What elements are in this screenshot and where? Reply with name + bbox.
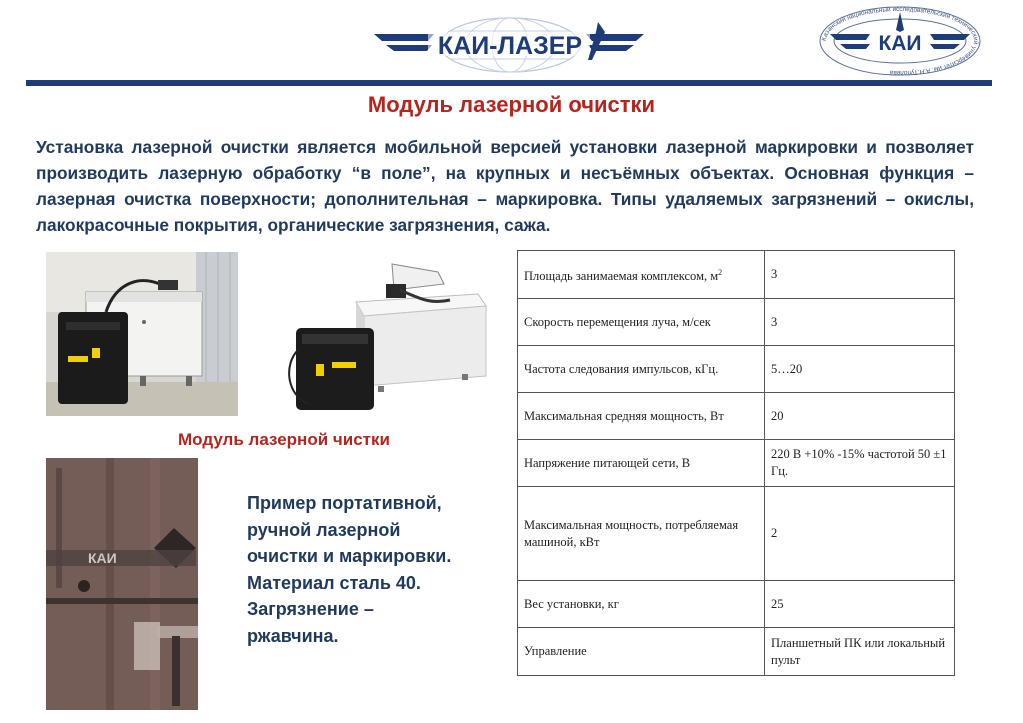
spec-value: 2 — [765, 487, 955, 581]
table-row — [518, 628, 955, 676]
spec-value: 5…20 — [765, 346, 955, 393]
kai-laser-logo — [372, 14, 648, 76]
spec-param: Управление — [518, 628, 765, 676]
specs-table — [517, 250, 955, 676]
marking-text: КАИ — [88, 550, 117, 566]
module-caption: Модуль лазерной чистки — [178, 430, 390, 449]
laser-module-photo — [282, 254, 492, 414]
table-row — [518, 440, 955, 487]
intro-paragraph — [36, 134, 974, 238]
logo-left-text: КАИ-ЛАЗЕР — [437, 32, 583, 60]
spec-param: Площадь занимаемая комплексом, $м^2$ — [518, 251, 765, 299]
page-title: Модуль лазерной очистки — [367, 92, 656, 117]
spec-value: Планшетный ПК или локальный пульт — [765, 628, 955, 676]
spec-param: Скорость перемещения луча, м/сек — [518, 299, 765, 346]
spec-param: Максимальная мощность, потребляемая машиной, кВт — [518, 487, 765, 581]
installation-photo — [46, 252, 238, 416]
table-row — [518, 487, 955, 581]
table-row — [518, 346, 955, 393]
kai-university-logo — [816, 4, 984, 78]
spec-param: Напряжение питающей сети, В — [518, 440, 765, 487]
spec-param: Максимальная средняя мощность, Вт — [518, 393, 765, 440]
spec-value: 3 — [765, 251, 955, 299]
example-description: Пример портативной, ручной лазерной очистки и маркировки. Материал сталь 40. Загрязнение – ржавчина. — [247, 493, 452, 646]
spec-value: 25 — [765, 581, 955, 628]
table-row — [518, 299, 955, 346]
logo-right-text: КАИ — [878, 32, 922, 55]
table-row — [518, 251, 955, 299]
marking-sample-photo — [46, 458, 198, 710]
logo-ring-text: Казанский национальный исследовательский технический университет им. А.Н.Туполева — [820, 5, 980, 77]
spec-param: Вес установки, кг — [518, 581, 765, 628]
spec-value: 220 В +10% -15% частотой 50 ±1 Гц. — [765, 440, 955, 487]
intro-text: Установка лазерной очистки является мобильной версией установки лазерной маркировки и позволяет производить лазерную обработку “в поле”, на крупных и несъёмных объектах. Основная функция – лазерная очистка поверхности; дополнительная – маркировка. Типы удаляемых загрязнений – окислы, лакокрасочные покрытия, органические загрязнения, сажа. — [36, 137, 974, 235]
spec-value: 3 — [765, 299, 955, 346]
table-row — [518, 393, 955, 440]
spec-value: 20 — [765, 393, 955, 440]
spec-param: Частота следования импульсов, кГц. — [518, 346, 765, 393]
table-row — [518, 581, 955, 628]
header-divider — [26, 80, 992, 86]
